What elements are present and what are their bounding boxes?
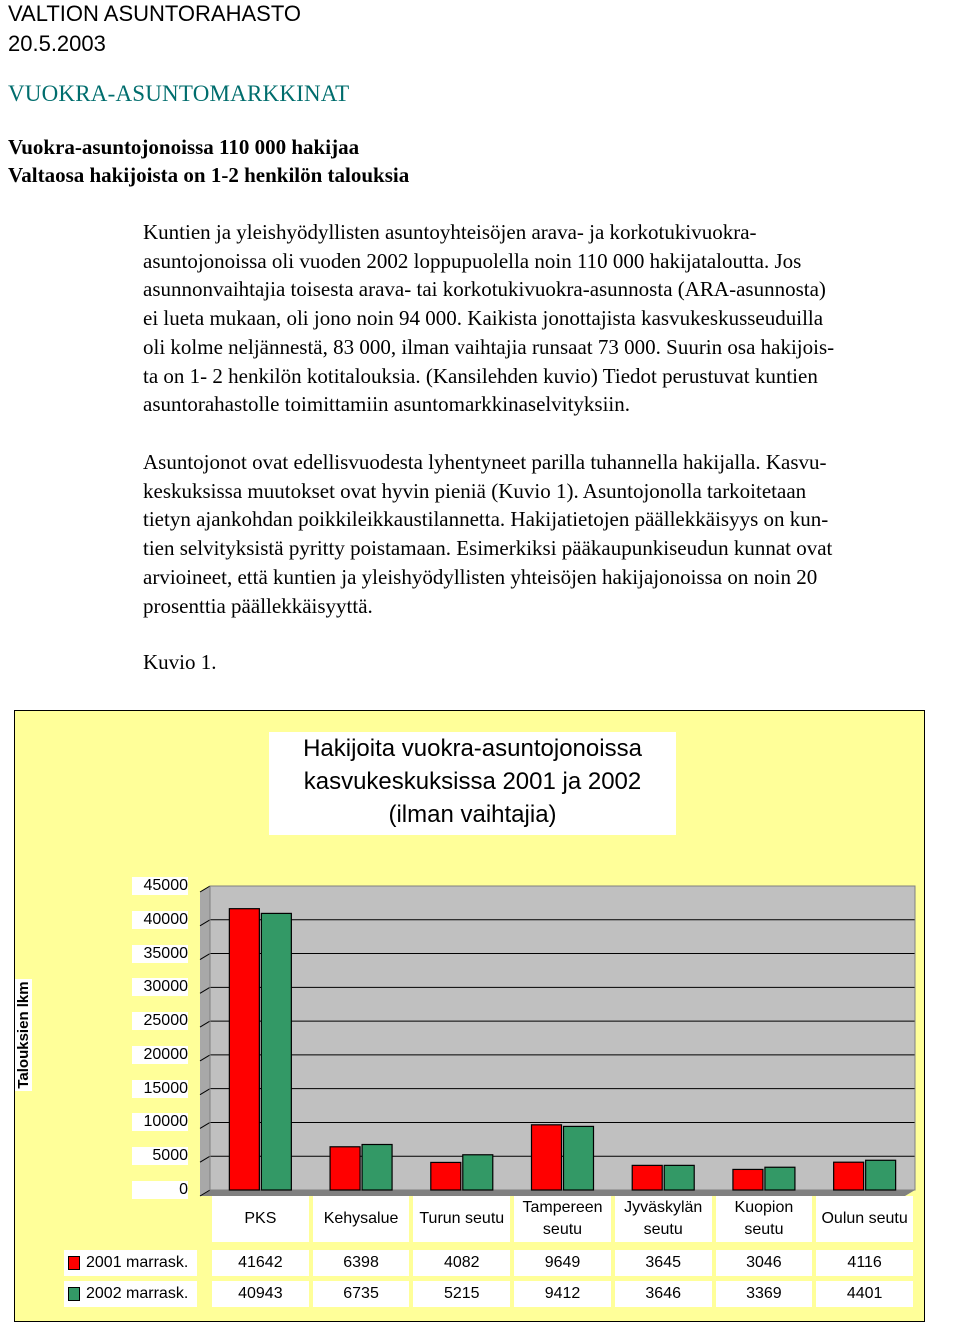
chart-title-line: kasvukeskuksissa 2001 ja 2002 (303, 768, 642, 795)
data-table-cell: 3646 (615, 1281, 712, 1307)
data-table-cell: 6398 (313, 1250, 410, 1276)
x-category-label: Jyväskylän seutu (615, 1196, 712, 1242)
bar-2001 (229, 909, 259, 1190)
paragraph-line: tien selvityksistä pyritty poistamaan. Esimerkiksi pääkaupunkiseudun kunnat ovat (143, 536, 833, 561)
data-table-cell: 5215 (413, 1281, 510, 1307)
paragraph-line: ei lueta mukaan, oli jono noin 94 000. Kaikista jonottajista kasvukeskusseuduilla (143, 306, 824, 331)
paragraph-line: asuntojonoissa oli vuoden 2002 loppupuolella noin 110 000 hakijataloutta. Jos (143, 248, 802, 273)
y-tick-label: 20000 (132, 1046, 188, 1064)
chart-title-line: Hakijoita vuokra-asuntojonoissa (303, 735, 642, 762)
y-tick-label: 45000 (132, 877, 188, 895)
data-table-cell: 9412 (514, 1281, 611, 1307)
plot-background (210, 886, 915, 1190)
y-tick-label: 25000 (132, 1012, 188, 1030)
paragraph-line: asunnonvaihtajia toisesta arava- tai korkotukivuokra-asunnosta (ARA-asunnosta) (143, 277, 826, 302)
legend-label: 2001 marrask. (86, 1254, 189, 1271)
bar-2002 (866, 1160, 896, 1190)
y-tick-label: 30000 (132, 978, 188, 996)
chart-title-line: (ilman vaihtajia) (388, 801, 557, 828)
bar-2002 (765, 1167, 795, 1190)
bar-2002 (564, 1126, 594, 1190)
section-heading: VUOKRA-ASUNTOMARKKINAT (8, 81, 350, 106)
x-category-label: Kuopion seutu (716, 1196, 813, 1242)
plot-side-wall (200, 886, 210, 1196)
bar-2001 (834, 1162, 864, 1190)
paragraph-line: oli kolme neljännestä, 83 000, ilman vaihtajia runsaat 73 000. Suurin osa hakijois- (143, 334, 835, 359)
paragraph-line: tietyn ajankohdan poikkileikkaustilannetta. Hakijatietojen päällekkäisyys on kun- (143, 507, 829, 532)
subtitle-line-2: Valtaosa hakijoista on 1-2 henkilön talouksia (8, 163, 410, 187)
y-axis-label-text: Talouksien lkm (15, 981, 32, 1089)
bar-2001 (733, 1169, 763, 1190)
x-category-label: Tampereen seutu (514, 1196, 611, 1242)
data-table-cell: 9649 (514, 1250, 611, 1276)
chart-title (269, 732, 676, 835)
y-tick-label: 5000 (132, 1147, 188, 1165)
legend-key (68, 1256, 80, 1270)
x-category-label: Kehysalue (313, 1196, 410, 1242)
data-table-cell: 4082 (413, 1250, 510, 1276)
y-tick-label: 35000 (132, 945, 188, 963)
bar-2002 (261, 913, 291, 1190)
data-table-cell: 3645 (615, 1250, 712, 1276)
y-tick-label: 0 (132, 1181, 188, 1199)
paragraph-line: asuntorahastolle toimittamiin asuntomarkkinaselvityksiin. (143, 392, 631, 417)
bar-2001 (532, 1125, 562, 1190)
paragraph-line: arvioineet, että kuntien ja yleishyödyllisten yhteisöjen hakijajonoissa on noin 20 (143, 564, 818, 589)
legend-entry (64, 1281, 197, 1307)
legend-label: 2002 marrask. (86, 1285, 189, 1302)
bar-2002 (463, 1155, 493, 1190)
figure-label: Kuvio 1. (143, 650, 217, 674)
data-table-cell: 41642 (212, 1250, 309, 1276)
paragraph-line: keskuksissa muutokset ovat hyvin pieniä (Kuvio 1). Asuntojonolla tarkoitetaan (143, 478, 807, 503)
bar-2001 (632, 1165, 662, 1190)
organization-name: VALTION ASUNTORAHASTO (8, 1, 301, 26)
bar-2002 (362, 1145, 392, 1190)
paragraph-line: prosenttia päällekkäisyyttä. (143, 593, 373, 618)
y-tick-label: 10000 (132, 1113, 188, 1131)
data-table-cell: 4116 (816, 1250, 913, 1276)
x-category-label: PKS (212, 1196, 309, 1242)
data-table-cell: 6735 (313, 1281, 410, 1307)
legend-entry (64, 1250, 197, 1276)
bar-2001 (330, 1147, 360, 1190)
x-category-label: Oulun seutu (816, 1196, 913, 1242)
paragraph-line: ta on 1- 2 henkilön kotitalouksia. (Kansilehden kuvio) Tiedot perustuvat kuntien (143, 363, 818, 388)
data-table-cell: 3046 (716, 1250, 813, 1276)
y-axis-label (15, 974, 32, 1096)
legend-key (68, 1287, 80, 1301)
paragraph-line: Kuntien ja yleishyödyllisten asuntoyhteisöjen arava- ja korkotukivuokra- (143, 220, 757, 244)
bar-2001 (431, 1162, 461, 1190)
data-table-cell: 3369 (716, 1281, 813, 1307)
paragraph-line: Asuntojonot ovat edellisvuodesta lyhentyneet parilla tuhannella hakijalla. Kasvu- (143, 450, 827, 474)
subtitle-line-1: Vuokra-asuntojonoissa 110 000 hakijaa (8, 135, 360, 159)
x-category-label: Turun seutu (413, 1196, 510, 1242)
y-tick-label: 15000 (132, 1080, 188, 1098)
data-table-cell: 4401 (816, 1281, 913, 1307)
data-table-cell: 40943 (212, 1281, 309, 1307)
document-date: 20.5.2003 (8, 31, 106, 56)
bar-2002 (664, 1165, 694, 1190)
y-tick-label: 40000 (132, 911, 188, 929)
